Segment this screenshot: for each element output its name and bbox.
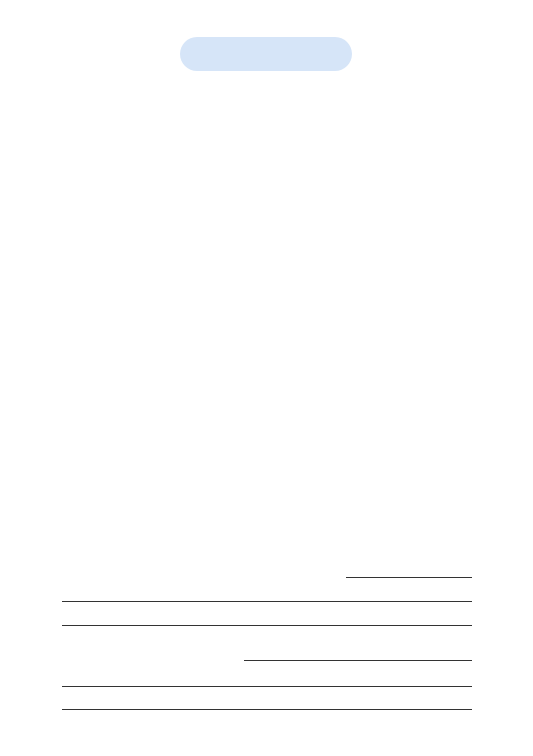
answer-line[interactable]	[62, 625, 472, 626]
answer-line[interactable]	[62, 601, 472, 602]
answer-line[interactable]	[346, 577, 472, 578]
answer-line[interactable]	[244, 660, 472, 661]
answer-line[interactable]	[62, 709, 472, 710]
answer-line[interactable]	[62, 686, 472, 687]
